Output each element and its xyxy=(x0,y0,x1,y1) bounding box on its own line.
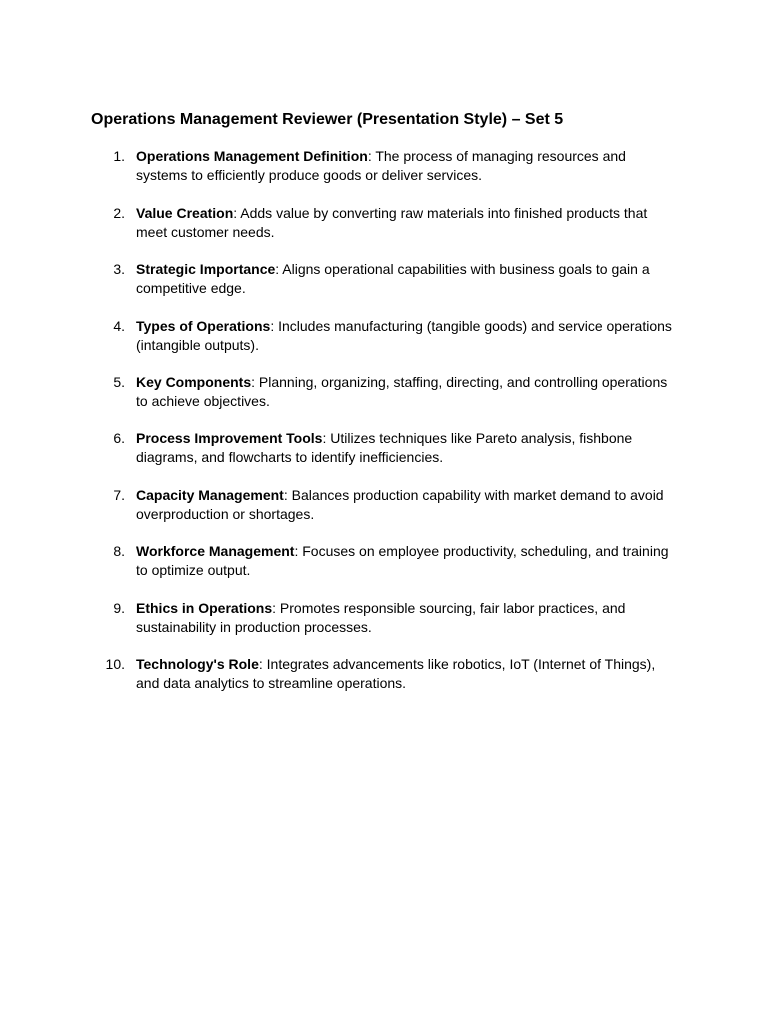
list-item-body xyxy=(136,599,681,637)
list-item-number: 9. xyxy=(113,600,125,616)
list-item-term: Strategic Importance xyxy=(136,261,276,277)
list-item-term: Key Components xyxy=(136,374,252,390)
list-item-term: Capacity Management xyxy=(136,487,284,503)
list-item-number: 6. xyxy=(113,430,125,446)
list-item-number: 4. xyxy=(113,318,125,334)
list-item-text: : The process of managing resources and systems to efficiently produce goods or deliver services. xyxy=(136,148,626,183)
list-item-text: : Aligns operational capabilities with business goals to gain a competitive edge. xyxy=(136,261,650,296)
document-title: Operations Management Reviewer (Presentation Style) – Set 5 xyxy=(91,111,564,128)
list-item-text: : Includes manufacturing (tangible goods) and service operations (intangible outputs). xyxy=(136,318,672,353)
list-item-body xyxy=(136,486,681,524)
list-item-body xyxy=(136,429,681,467)
list-item-body xyxy=(136,147,681,185)
list-item-term: Ethics in Operations xyxy=(136,600,273,616)
list-item-text: : Adds value by converting raw materials into finished products that meet customer needs. xyxy=(136,205,648,240)
list-item-text: : Planning, organizing, staffing, directing, and controlling operations to achieve objectives. xyxy=(136,374,668,409)
list-item-body xyxy=(136,260,681,298)
list-item-number: 5. xyxy=(113,374,125,390)
list-item-number: 8. xyxy=(113,543,125,559)
list-item-term: Technology's Role xyxy=(136,656,259,672)
list-item-text: : Balances production capability with market demand to avoid overproduction or shortages. xyxy=(136,487,664,522)
list-item-text: : Focuses on employee productivity, scheduling, and training to optimize output. xyxy=(136,543,669,578)
list-item-number: 3. xyxy=(113,261,125,277)
list-item-body xyxy=(136,542,681,580)
list-item-body xyxy=(136,655,681,693)
list-item-body xyxy=(136,317,681,355)
list-item-body xyxy=(136,373,681,411)
list-item-term: Workforce Management xyxy=(136,543,295,559)
list-item-term: Value Creation xyxy=(136,205,234,221)
list-item-term: Process Improvement Tools xyxy=(136,430,323,446)
list-item-number: 2. xyxy=(113,205,125,221)
list-item-number: 7. xyxy=(113,487,125,503)
list-item-body xyxy=(136,204,681,242)
list-item-number: 10. xyxy=(105,656,125,672)
list-item-text: : Promotes responsible sourcing, fair labor practices, and sustainability in production processes. xyxy=(136,600,626,635)
list-item-term: Operations Management Definition xyxy=(136,148,368,164)
list-item-text: : Utilizes techniques like Pareto analysis, fishbone diagrams, and flowcharts to identify inefficiencies. xyxy=(136,430,633,465)
list-item-term: Types of Operations xyxy=(136,318,271,334)
list-item-text: : Integrates advancements like robotics, IoT (Internet of Things), and data analytics to streamline operations. xyxy=(136,656,656,691)
list-item-number: 1. xyxy=(113,148,125,164)
